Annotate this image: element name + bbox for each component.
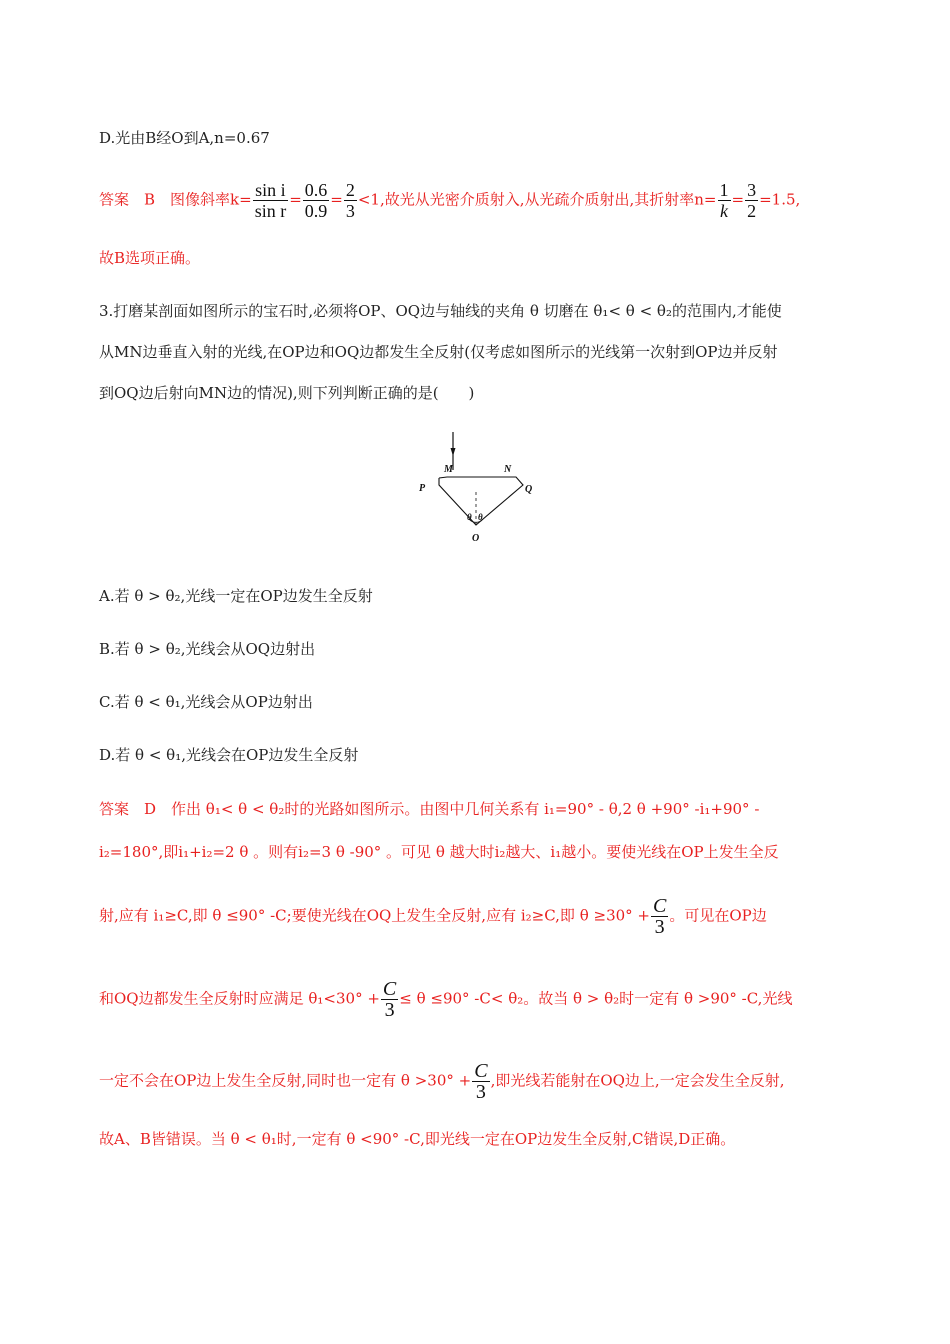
fraction-c-over-3-c-num: C	[474, 1060, 488, 1082]
answer-2-line-5	[99, 1061, 784, 1102]
fraction-one-over-k	[718, 180, 731, 221]
label-p: P	[419, 483, 426, 494]
answer-2-text-5a: 一定不会在OP边上发生全反射,同时也一定有 θ >30° +	[99, 1071, 472, 1090]
fraction-sin	[253, 180, 289, 221]
gem-cross-section-diagram	[413, 430, 543, 546]
question-3-line-1: 3.打磨某剖面如图所示的宝石时,必须将OP、OQ边与轴线的夹角 θ 切磨在 θ₁< θ < θ₂的范围内,才能使	[99, 302, 782, 320]
answer-2-line-3	[99, 896, 767, 937]
answer-2-text-4b: ≤ θ ≤90° -C< θ₂。故当 θ > θ₂时一定有 θ >90° -C,光线	[399, 989, 793, 1008]
fraction-ratio-den: 0.9	[304, 201, 328, 221]
answer-2-text-4a: 和OQ边都发生全反射时应满足 θ₁<30° +	[99, 989, 380, 1008]
answer-2-line-2: i₂=180°,即i₁+i₂=2 θ 。则有i₂=3 θ -90° 。可见 θ 越大时i₂越大、i₁越小。要使光线在OP上发生全反	[99, 843, 779, 861]
equals-3: =	[731, 190, 745, 209]
label-m: M	[444, 464, 453, 475]
option-b: B.若 θ > θ₂,光线会从OQ边射出	[99, 640, 316, 658]
option-a: A.若 θ > θ₂,光线一定在OP边发生全反射	[99, 587, 373, 605]
fraction-one-over-k-num: 1	[719, 180, 729, 200]
label-theta-right: θ	[478, 512, 483, 522]
fraction-three-halves-den: 2	[747, 201, 757, 221]
label-q: Q	[525, 484, 533, 495]
answer-1-line-2: 故B选项正确。	[99, 249, 201, 267]
fraction-c-over-3-b-num: C	[382, 978, 397, 1000]
answer-2-text-3b: 。可见在OP边	[669, 906, 767, 925]
label-n: N	[504, 464, 512, 475]
label-theta-left: θ	[467, 512, 472, 522]
answer-2-text-3a: 射,应有 i₁≥C,即 θ ≤90° -C;要使光线在OQ上发生全反射,应有 i₂≥C,即 θ ≥30° +	[99, 906, 650, 925]
fraction-two-thirds-den: 3	[345, 201, 355, 221]
fraction-c-over-3-b-den: 3	[384, 999, 395, 1021]
fraction-three-halves	[745, 180, 758, 221]
incident-arrow-icon	[451, 448, 456, 456]
question-3-line-3: 到OQ边后射向MN边的情况),则下列判断正确的是( )	[99, 384, 475, 402]
fraction-c-over-3-c	[472, 1061, 489, 1102]
fraction-two-thirds	[344, 180, 357, 221]
fraction-two-thirds-num: 2	[345, 180, 355, 200]
equals-1: =	[289, 190, 302, 209]
fraction-c-over-3-a-den: 3	[654, 916, 665, 938]
option-d: D.若 θ < θ₁,光线会在OP边发生全反射	[99, 746, 359, 764]
answer-2-line-1: 答案 D 作出 θ₁< θ < θ₂时的光路如图所示。由图中几何关系有 i₁=90° - θ,2 θ +90° -i₁+90° -	[99, 800, 760, 818]
fraction-c-over-3-a	[651, 896, 668, 937]
fraction-three-halves-num: 3	[747, 180, 757, 200]
answer-1-text-a: 答案 B 图像斜率k=	[99, 190, 252, 209]
option-d-previous: D.光由B经O到A,n=0.67	[99, 129, 270, 147]
answer-1-text-b: <1,故光从光密介质射入,从光疏介质射出,其折射率n=	[357, 190, 717, 209]
fraction-c-over-3-b	[381, 979, 398, 1020]
label-o: O	[472, 533, 480, 544]
fraction-c-over-3-c-den: 3	[475, 1081, 486, 1103]
answer-2-line-6: 故A、B皆错误。当 θ < θ₁时,一定有 θ <90° -C,即光线一定在OP边发生全反射,C错误,D正确。	[99, 1130, 736, 1148]
fraction-ratio	[303, 180, 330, 221]
question-3-line-2: 从MN边垂直入射的光线,在OP边和OQ边都发生全反射(仅考虑如图所示的光线第一次射到OP边并反射	[99, 343, 778, 361]
fraction-one-over-k-den: k	[720, 201, 728, 221]
fraction-ratio-num: 0.6	[304, 180, 328, 200]
answer-1-text-c: =1.5,	[759, 190, 801, 209]
fraction-sin-den: sin r	[254, 201, 287, 221]
answer-2-text-5b: ,即光线若能射在OQ边上,一定会发生全反射,	[490, 1071, 785, 1090]
fraction-sin-num: sin i	[253, 180, 289, 201]
equals-2: =	[330, 190, 343, 209]
answer-2-line-4	[99, 979, 792, 1020]
fraction-c-over-3-a-num: C	[653, 895, 667, 917]
answer-1-line-1	[99, 180, 800, 221]
option-c: C.若 θ < θ₁,光线会从OP边射出	[99, 693, 313, 711]
